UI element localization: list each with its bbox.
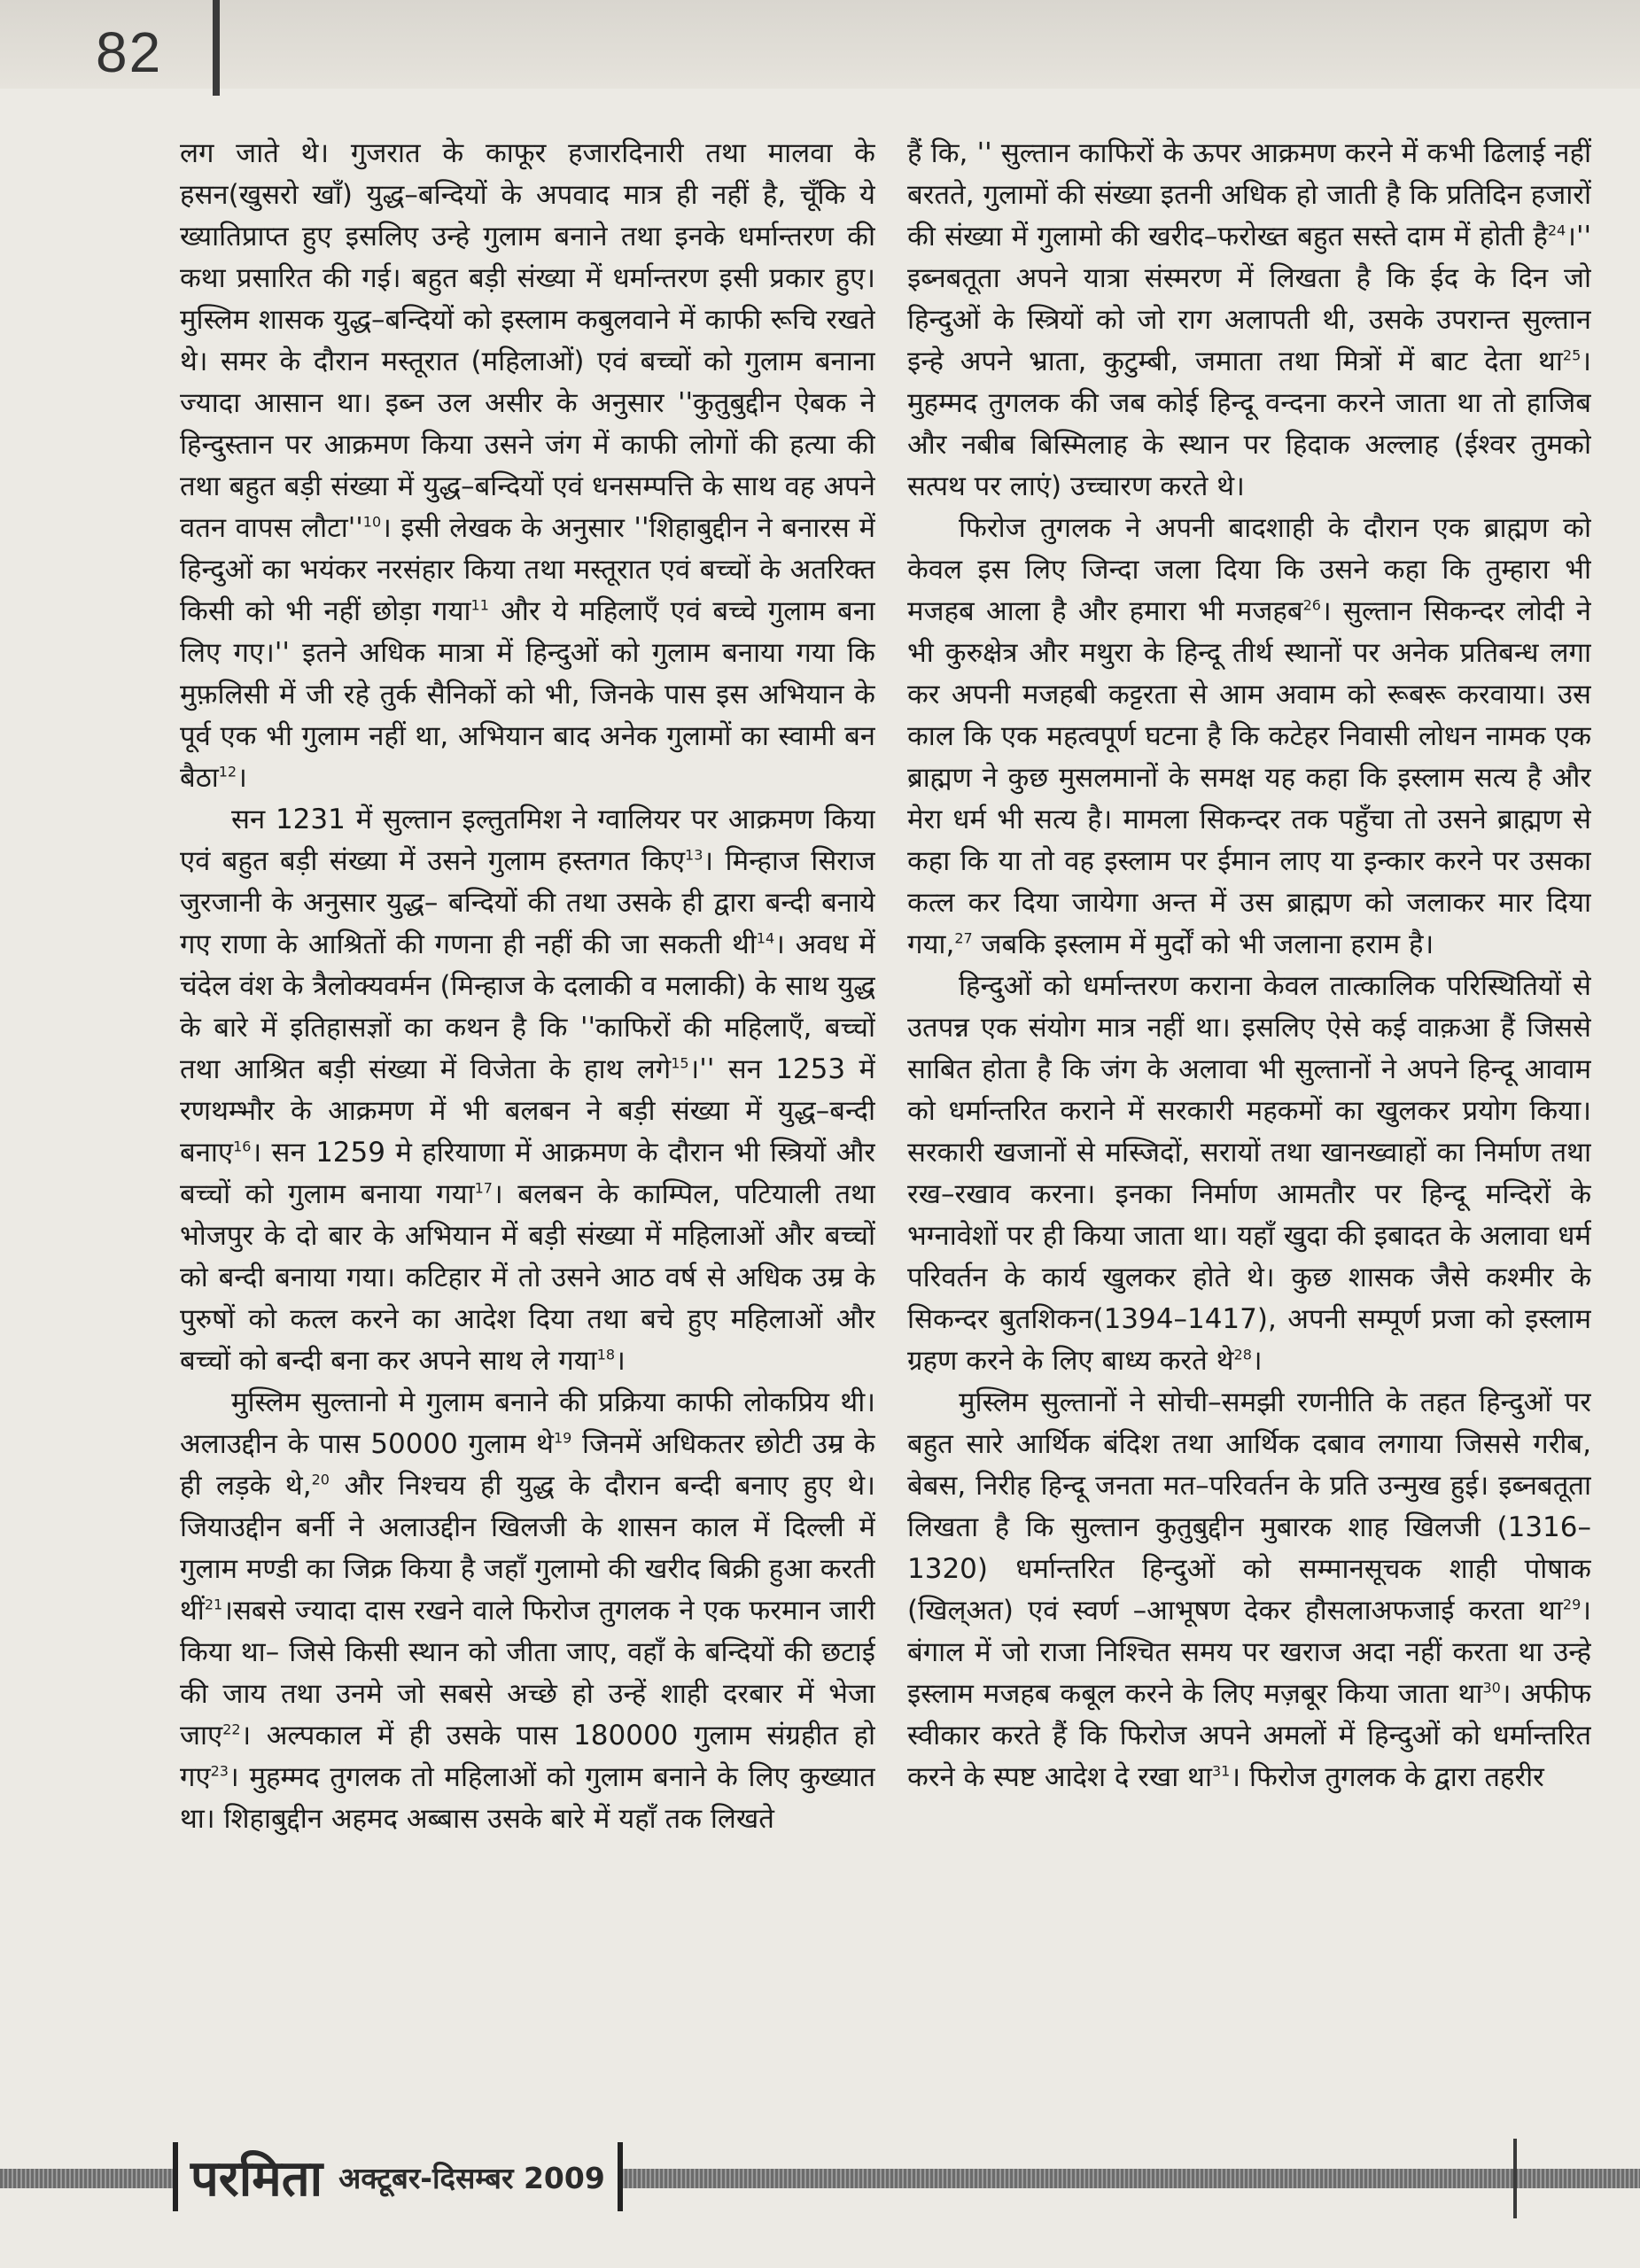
paragraph: सन 1231 में सुल्तान इल्तुतमिश ने ग्वालियर पर आक्रमण किया एवं बहुत बड़ी संख्या में उसने गुलाम हस्तगत किए$^{13}$। मिन्हाज सिराज जुरजानी के अनुसार युद्ध– बन्दियों की तथा उसके ही द्वारा बन्दी बनाये गए राणा के आश्रितों की गणना ही नहीं की जा सकती थी$^{14}$। अवध में चंदेल वंश के त्रैलोक्यवर्मन (मिन्हाज के दलाकी व मलाकी) के साथ युद्ध के बारे में इतिहासज्ञों का कथन है कि ''काफिरों की महिलाएँ, बच्चों तथा आश्रित बड़ी संख्या में विजेता के हाथ लगे$^{15}$।'' सन 1253 में रणथम्भौर के आक्रमण में भी बलबन ने बड़ी संख्या में युद्ध–बन्दी बनाए$^{16}$। सन 1259 मे हरियाणा में आक्रमण के दौरान भी स्त्रियों और बच्चों को गुलाम बनाया गया$^{17}$। बलबन के काम्पिल, पटियाली तथा भोजपुर के दो बार के अभियान में बड़ी संख्या में महिलाओं और बच्चों को बन्दी बनाया गया। कटिहार में तो उसने आठ वर्ष से अधिक उम्र के पुरुषों को कत्ल करने का आदेश दिया तथा बचे हुए महिलाओं और बच्चों को बन्दी बना कर अपने साथ ले गया$^{18}$।: [180, 804, 875, 1377]
footnote-ref: 19: [554, 1429, 572, 1447]
page-header: [0, 0, 1640, 89]
paragraph: मुस्लिम सुल्तानों ने सोची–समझी रणनीति के तहत हिन्दुओं पर बहुत सारे आर्थिक बंदिश तथा आर्थिक दबाव लगाया जिससे गरीब, बेबस, निरीह हिन्दू जनता मत–परिवर्तन के प्रति उन्मुख हुई। इब्नबतूता लिखता है कि सुल्तान कुतुबुद्दीन मुबारक शाह खिलजी (1316–1320) धर्मान्तरित हिन्दुओं को सम्मानसूचक शाही पोषाक (खिल्अत) एवं स्वर्ण –आभूषण देकर हौसलाअफजाई करता था$^{29}$। बंगाल में जो राजा निश्चित समय पर खराज अदा नहीं करता था उन्हे इस्लाम मजहब कबूल करने के लिए मज़बूर किया जाता था$^{30}$। अफीफ स्वीकार करते हैं कि फिरोज अपने अमलों में हिन्दुओं को धर्मान्तरित करने के स्पष्ट आदेश दे रखा था$^{31}$। फिरोज तुगलक के द्वारा तहरीर: [907, 1386, 1591, 1793]
footnote-ref: 21: [204, 1596, 223, 1613]
left-column: [180, 133, 875, 2122]
footnote-ref: 24: [1547, 221, 1566, 239]
magazine-issue: अक्टूबर-दिसम्बर 2009: [338, 2160, 605, 2195]
footnote-ref: 17: [474, 1179, 493, 1197]
footnote-ref: 30: [1482, 1679, 1501, 1697]
footnote-ref: 31: [1211, 1762, 1231, 1780]
right-column: [907, 133, 1591, 2122]
page-footer: [0, 2126, 1640, 2241]
footnote-ref: 28: [1233, 1346, 1252, 1363]
footnote-ref: 25: [1562, 346, 1582, 364]
footer-divider: [1513, 2139, 1517, 2218]
footnote-ref: 26: [1302, 596, 1321, 614]
footnote-ref: 13: [685, 846, 703, 864]
footer-masthead: [173, 2142, 623, 2211]
paragraph: लग जाते थे। गुजरात के काफूर हजारदिनारी तथा मालवा के हसन(खुसरो खाँ) युद्ध–बन्दियों के अपवाद मात्र ही नहीं है, चूँकि ये ख्यातिप्राप्त हुए इसलिए उन्हे गुलाम बनाने तथा इनके धर्मान्तरण की कथा प्रसारित की गई। बहुत बड़ी संख्या में धर्मान्तरण इसी प्रकार हुए। मुस्लिम शासक युद्ध–बन्दियों को इस्लाम कबुलवाने में काफी रूचि रखते थे। समर के दौरान मस्तूरात (महिलाओं) एवं बच्चों को गुलाम बनाना ज्यादा आसान था। इब्न उल असीर के अनुसार ''कुतुबुद्दीन ऐबक ने हिन्दुस्तान पर आक्रमण किया उसने जंग में काफी लोगों की हत्या की तथा बहुत बड़ी संख्या में युद्ध–बन्दियों एवं धनसम्पत्ति के साथ वह अपने वतन वापस लौटा''$^{10}$। इसी लेखक के अनुसार ''शिहाबुद्दीन ने बनारस में हिन्दुओं का भयंकर नरसंहार किया तथा मस्तूरात एवं बच्चों के अतरिक्त किसी को भी नहीं छोड़ा गया$^{11}$ और ये महिलाएँ एवं बच्चे गुलाम बना लिए गए।'' इतने अधिक मात्रा में हिन्दुओं को गुलाम बनाया गया कि मुफ़लिसी में जी रहे तुर्क सैनिकों को भी, जिनके पास इस अभियान के पूर्व एक भी गुलाम नहीं था, अभियान बाद अनेक गुलामों का स्वामी बन बैठा$^{12}$।: [180, 137, 875, 794]
footnote-ref: 29: [1562, 1596, 1582, 1613]
footnote-ref: 14: [756, 929, 775, 947]
page-number: 82: [96, 20, 163, 84]
footnote-ref: 23: [210, 1762, 229, 1780]
footnote-ref: 27: [954, 929, 973, 947]
footnote-ref: 16: [233, 1138, 252, 1155]
footnote-ref: 12: [218, 763, 237, 781]
paragraph: फिरोज तुगलक ने अपनी बादशाही के दौरान एक ब्राह्मण को केवल इस लिए जिन्दा जला दिया कि उसने कहा कि तुम्हारा भी मजहब आला है और हमारा भी मजहब$^{26}$। सुल्तान सिकन्दर लोदी ने भी कुरुक्षेत्र और मथुरा के हिन्दू तीर्थ स्थानों पर अनेक प्रतिबन्ध लगा कर अपनी मजहबी कट्टरता से आम अवाम को रूबरू करवाया। उस काल कि एक महत्वपूर्ण घटना है कि कटेहर निवासी लोधन नामक एक ब्राह्मण ने कुछ मुसलमानों के समक्ष यह कहा कि इस्लाम सत्य है और मेरा धर्म भी सत्य है। मामला सिकन्दर तक पहुँचा तो उसने ब्राह्मण से कहा कि या तो वह इस्लाम पर ईमान लाए या इन्कार करने पर उसका कत्ल कर दिया जायेगा अन्त में उस ब्राह्मण को जलाकर मार दिया गया,$^{27}$ जबकि इस्लाम में मुर्दों को भी जलाना हराम है।: [907, 512, 1591, 960]
footnote-ref: 11: [470, 596, 489, 614]
footnote-ref: 22: [222, 1720, 241, 1738]
paragraph: हैं कि, '' सुल्तान काफिरों के ऊपर आक्रमण करने में कभी ढिलाई नहीं बरतते, गुलामों की संख्या इतनी अधिक हो जाती है कि प्रतिदिन हजारों की संख्या में गुलामो की खरीद–फरोख्त बहुत सस्ते दाम में होती है$^{24}$।'' इब्नबतूता अपने यात्रा संस्मरण में लिखता है कि ईद के दिन जो हिन्दुओं के स्त्रियों को जो राग अलापती थी, उसके उपरान्त सुल्तान इन्हे अपने भ्राता, कुटुम्बी, जमाता तथा मित्रों में बाट देता था$^{25}$। मुहम्मद तुगलक की जब कोई हिन्दू वन्दना करने जाता था तो हाजिब और नबीब बिस्मिलाह के स्थान पर हिदाक अल्लाह (ईश्वर तुमको सत्पथ पर लाएं) उच्चारण करते थे।: [907, 137, 1591, 502]
paragraph: मुस्लिम सुल्तानो मे गुलाम बनाने की प्रक्रिया काफी लोकप्रिय थी। अलाउद्दीन के पास 50000 गुलाम थे$^{19}$ जिनमें अधिकतर छोटी उम्र के ही लड़के थे,$^{20}$ और निश्चय ही युद्ध के दौरान बन्दी बनाए हुए थे। जियाउद्दीन बर्नी ने अलाउद्दीन खिलजी के शासन काल में दिल्ली में गुलाम मण्डी का जिक्र किया है जहाँ गुलामो की खरीद बिक्री हुआ करती थीं$^{21}$।सबसे ज्यादा दास रखने वाले फिरोज तुगलक ने एक फरमान जारी किया था– जिसे किसी स्थान को जीता जाए, वहाँ के बन्दियों की छटाई की जाय तथा उनमे जो सबसे अच्छे हो उन्हें शाही दरबार में भेजा जाए$^{22}$। अल्पकाल में ही उसके पास 180000 गुलाम संग्रहीत हो गए$^{23}$। मुहम्मद तुगलक तो महिलाओं को गुलाम बनाने के लिए कुख्यात था। शिहाबुद्दीन अहमद अब्बास उसके बारे में यहाँ तक लिखते: [180, 1386, 875, 1835]
footnote-ref: 18: [596, 1346, 616, 1363]
magazine-name: परमिता: [190, 2149, 323, 2208]
footnote-ref: 15: [671, 1054, 689, 1072]
footnote-ref: 20: [311, 1471, 330, 1488]
header-divider: [213, 0, 220, 96]
footnote-ref: 10: [362, 513, 382, 531]
paragraph: हिन्दुओं को धर्मान्तरण कराना केवल तात्कालिक परिस्थितियों से उतपन्न एक संयोग मात्र नहीं था। इसलिए ऐसे कई वाक़आ हैं जिससे साबित होता है कि जंग के अलावा भी सुल्तानों ने अपने हिन्दू आवाम को धर्मान्तरित कराने में सरकारी महकमों का खुलकर प्रयोग किया। सरकारी खजानों से मस्जिदों, सरायों तथा खानख्वाहों का निर्माण तथा रख–रखाव करना। इनका निर्माण आमतौर पर हिन्दू मन्दिरों के भग्नावेशों पर ही किया जाता था। यहाँ खुदा की इबादत के अलावा धर्म परिवर्तन के कार्य खुलकर होते थे। कुछ शासक जैसे कश्मीर के सिकन्दर बुतशिकन(1394–1417), अपनी सम्पूर्ण प्रजा को इस्लाम ग्रहण करने के लिए बाध्य करते थे$^{28}$।: [907, 970, 1591, 1377]
